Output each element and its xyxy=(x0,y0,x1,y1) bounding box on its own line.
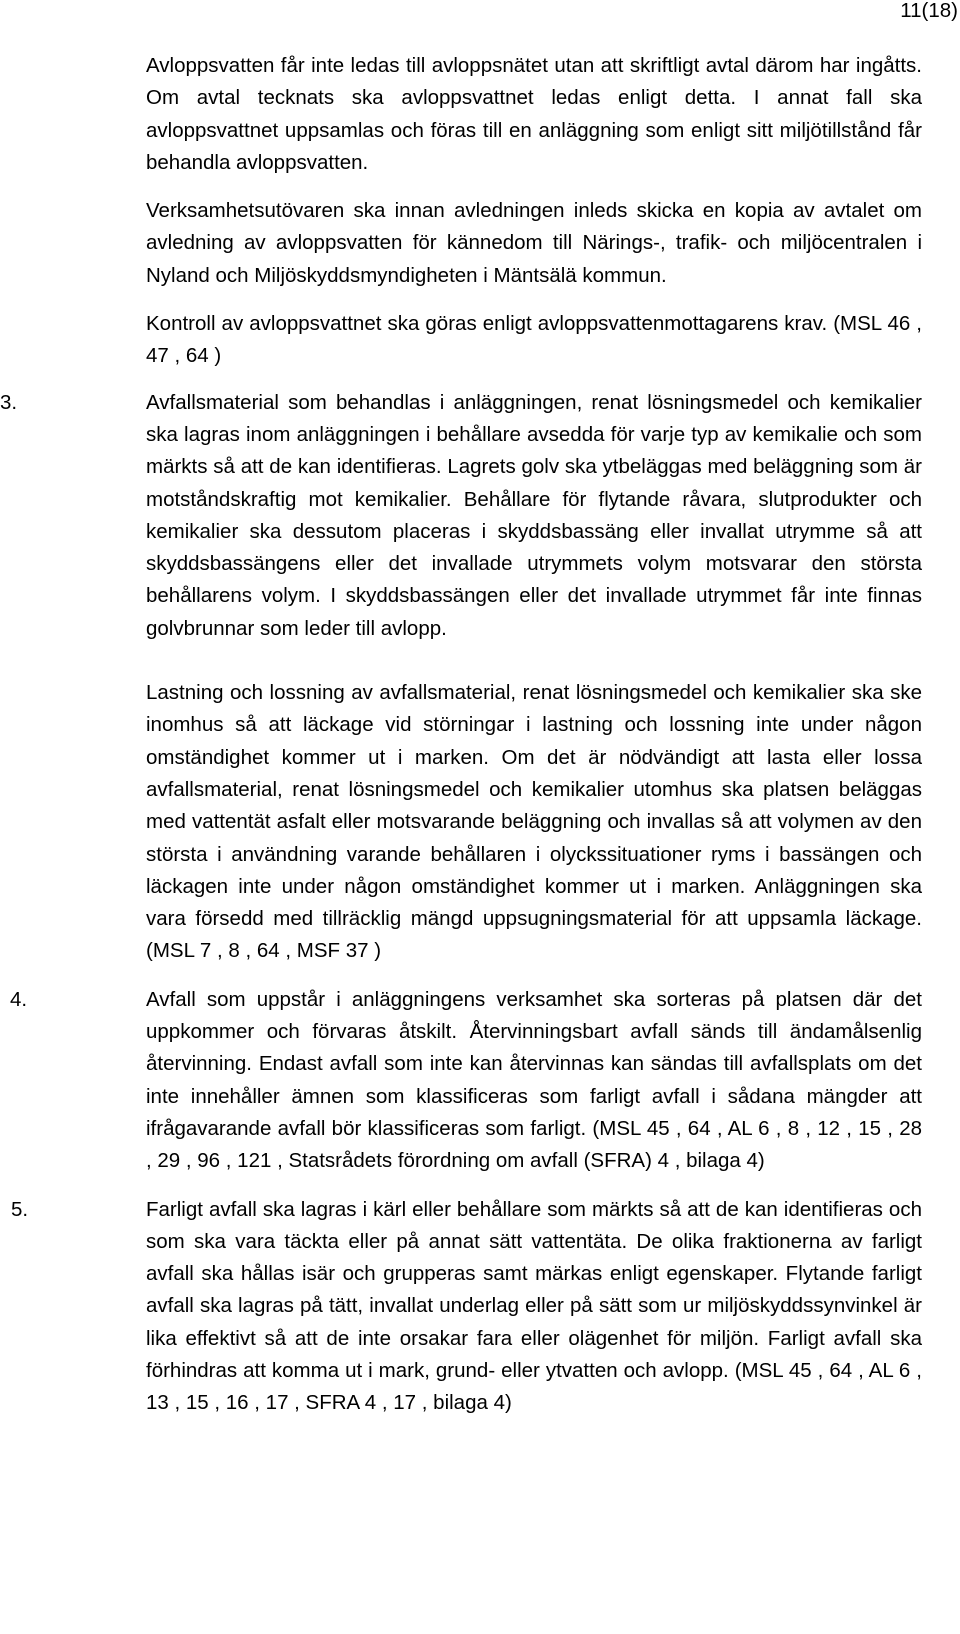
paragraph-copy-of-agreement: Verksamhetsutövaren ska innan avledningen inleds skicka en kopia av avtalet om avledning av avloppsvatten för kännedom till Närings-, trafik- och miljöcentralen i Nyland och Miljöskyddsmyndigheten i Mäntsälä kommun. xyxy=(146,199,922,287)
list-item-4 xyxy=(10,984,922,1178)
list-item-number: 4. xyxy=(10,987,28,1011)
list-item-paragraph: Avfall som uppstår i anläggningens verksamhet ska sorteras på platsen där det uppkommer och förvaras åtskilt. Återvinningsbart avfall sänds till ändamålsenlig återvinning. Endast avfall som inte kan återvinnas kan sändas till avfallsplats om det inte innehåller ämnen som klassificeras som farligt avfall i sådana mängder att ifrågavarande avfall bör klassificeras som farligt. (MSL 45 , 64 , AL 6 , 8 , 12 , 15 , 28 , 29 , 96 , 121 , Statsrådets förordning om avfall (SFRA) 4 , bilaga 4) xyxy=(146,987,922,1173)
list-item-number: 3. xyxy=(0,390,18,414)
list-item-paragraph: Avfallsmaterial som behandlas i anläggningen, renat lösningsmedel och kemikalier ska lagras inom anläggningen i behållare avsedda för varje typ av kemikalie och som märkts så att de kan identifieras. Lagrets golv ska ytbeläggas med beläggning som är motståndskraftig mot kemikalier. Behållare för flytande råvara, slutprodukter och kemikalier ska dessutom placeras i skyddsbassäng eller invallat utrymme så att skyddsbassängens eller det invallade utrymmets volym motsvarar den största behållarens volym. I skyddsbassängen eller det invallade utrymmet får inte finnas golvbrunnar som leder till avlopp. xyxy=(146,390,922,640)
paragraph-wastewater-agreement: Avloppsvatten får inte ledas till avloppsnätet utan att skriftligt avtal därom har ingåtts. Om avtal tecknats ska avloppsvattnet ledas enligt detta. I annat fall ska avloppsvattnet uppsamlas och föras till en anläggning som enligt sitt miljötillstånd får behandla avloppsvatten. xyxy=(146,54,922,174)
page-number: 11(18) xyxy=(900,0,958,22)
paragraph-wastewater-control: Kontroll av avloppsvattnet ska göras enligt avloppsvattenmottagarens krav. (MSL 46 , 47 , 64 ) xyxy=(146,312,922,368)
list-item-3 xyxy=(0,387,922,968)
document-body xyxy=(0,50,922,1436)
list-item-paragraph: Farligt avfall ska lagras i kärl eller behållare som märkts så att de kan identifieras och som ska vara täckta eller på annat sätt vattentäta. De olika fraktionerna av farligt avfall ska hållas isär och grupperas samt märkas enligt egenskaper. Flytande farligt avfall ska lagras på tätt, invallat underlag eller på sätt som ur miljöskyddssynvinkel är lika effektivt så att de inte orsakar fara eller olägenhet för miljön. Farligt avfall ska förhindras att komma ut i mark, grund- eller ytvatten och avlopp. (MSL 45 , 64 , AL 6 , 13 , 15 , 16 , 17 , SFRA 4 , 17 , bilaga 4) xyxy=(146,1197,922,1415)
list-item-number: 5. xyxy=(11,1197,29,1221)
list-item-5 xyxy=(11,1194,922,1420)
list-item-paragraph: Lastning och lossning av avfallsmaterial, renat lösningsmedel och kemikalier ska ske inomhus så att läckage vid störningar i lastning och lossning inte under någon omständighet kommer ut i marken. Om det är nödvändigt att lasta eller lossa avfallsmaterial, renat lösningsmedel och kemikalier utomhus ska platsen beläggas med vattentät asfalt eller motsvarande beläggning och invallas så att volymen av den största i användning varande behållaren i olyckssituationer ryms i bassängen och läckagen inte under någon omständighet kommer ut i marken. Anläggningen ska vara försedd med tillräcklig mängd uppsugningsmaterial för att uppsamla läckage. (MSL 7 , 8 , 64 , MSF 37 ) xyxy=(146,681,922,963)
